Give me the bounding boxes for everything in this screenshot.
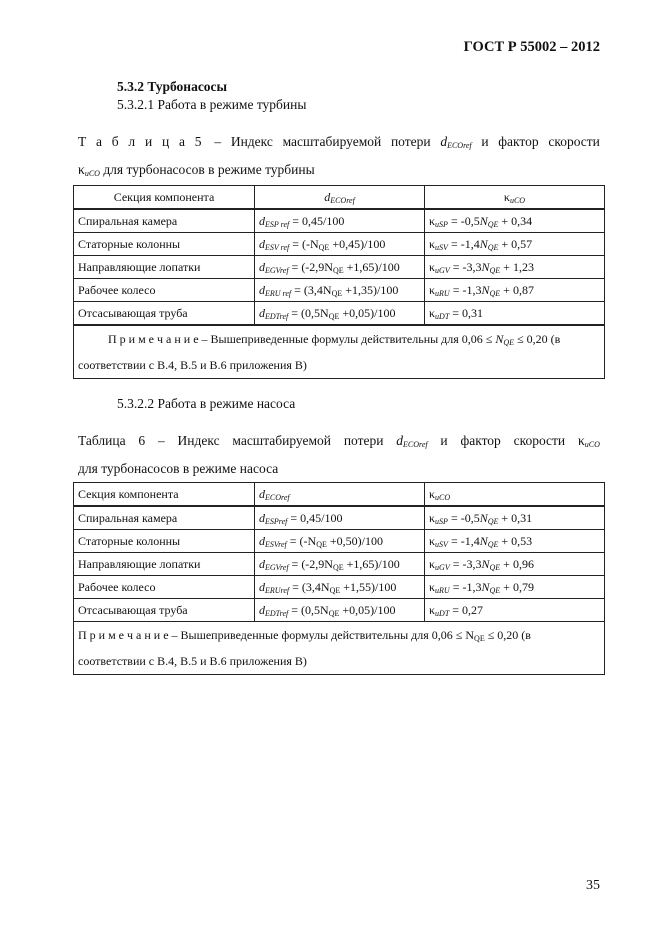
table6-caption-w3: потери xyxy=(343,433,384,448)
table6-caption-factor: фактор xyxy=(460,433,501,448)
table-row: Спиральная камера $d_{ESP ref} = 0,45/100$ $\kappa_{uSP} = -0,5N_{QE} + 0,34$ xyxy=(74,209,605,233)
table6-caption-number: 6 xyxy=(138,433,146,448)
table6-header-kappa: $\kappa_{uCO}$ xyxy=(425,483,605,507)
table5-caption xyxy=(78,130,600,186)
table6-caption xyxy=(78,429,600,481)
table5-caption-w1: Индекс xyxy=(230,134,273,149)
table-row: Отсасывающая труба $d_{EDTref} = (0,5NQE +0,05)/100$ $\kappa_{uDT} = 0,31$ xyxy=(74,302,605,326)
table6-caption-line2: для турбонасосов в режиме насоса xyxy=(78,461,279,476)
table-row: Рабочее колесо $d_{ERUref} = (3,4NQE +1,55)/100$ $\kappa_{uRU} = -1,3N_{QE} + 0,79$ xyxy=(74,576,605,599)
subsection-turbine-mode: 5.3.2.1 Работа в режиме турбины xyxy=(117,97,307,112)
table6-header-row xyxy=(74,483,605,507)
table5-caption-and: и xyxy=(481,134,489,149)
table6-caption-symbol-kappa: $\kappa_{uCO}$ xyxy=(577,433,600,449)
table6-caption-w2: масштабируемой xyxy=(232,433,332,448)
table6-caption-and: и xyxy=(440,433,448,448)
table5-caption-w2: масштабируемой xyxy=(282,134,382,149)
table-row: Спиральная камера $d_{ESPref} = 0,45/100$ $\kappa_{uSP} = -0,5N_{QE} + 0,31$ xyxy=(74,506,605,530)
document-code-header: ГОСТ Р 55002 – 2012 xyxy=(463,39,600,55)
table-row: Статорные колонны $d_{ESV ref} = (-NQE +0,45)/100$ $\kappa_{uSV} = -1,4N_{QE} + 0,57$ xyxy=(74,233,605,256)
table5-header-row xyxy=(74,186,605,210)
table5-caption-factor: фактор xyxy=(498,134,539,149)
table-row: Направляющие лопатки $d_{EGVref} = (-2,9NQE +1,65)/100$ $\kappa_{uGV} = -3,3N_{QE} + 0,96$ xyxy=(74,553,605,576)
table5-caption-w3: потери xyxy=(390,134,431,149)
table6-caption-w1: Индекс xyxy=(177,433,220,448)
table5-caption-speed: скорости xyxy=(548,134,600,149)
subsection-pump-mode: 5.3.2.2 Работа в режиме насоса xyxy=(117,396,296,411)
table6-header-component: Секция компонента xyxy=(74,483,255,507)
table5-note: П р и м е ч а н и е – Вышеприведенные формулы действительны для $0,06 \le N_{QE} \le 0,20$ (в соответствии с В.4, В.5 и В.6 приложения В) xyxy=(74,325,605,379)
table5-caption-dash: – xyxy=(214,134,222,149)
table6-caption-speed: скорости xyxy=(513,433,566,448)
table6-caption-symbol-d: $d_{ECOref}$ xyxy=(396,433,428,449)
table-row: Рабочее колесо $d_{ERU ref} = (3,4NQE +1,35)/100$ $\kappa_{uRU} = -1,3N_{QE} + 0,87$ xyxy=(74,279,605,302)
table5-header-kappa: $\kappa_{uCO}$ xyxy=(425,186,605,210)
table5-header-d: $d_{ECOref}$ xyxy=(255,186,425,210)
table6 xyxy=(73,482,605,675)
table-row: Отсасывающая труба $d_{EDTref} = (0,5NQE +0,05)/100$ $\kappa_{uDT} = 0,27$ xyxy=(74,599,605,622)
table6-note: П р и м е ч а н и е – Вышеприведенные формулы действительны для 0,06 ≤ NQE ≤ 0,20 (в соответствии с В.4, В.5 и В.6 приложения В) xyxy=(74,622,605,675)
table6-caption-word: Таблица xyxy=(78,433,126,448)
section-heading: 5.3.2 Турбонасосы xyxy=(117,79,228,94)
table5 xyxy=(73,185,605,379)
table6-caption-dash: – xyxy=(157,433,165,448)
table-row: Статорные колонны $d_{ESVref} = (-NQE +0,50)/100$ $\kappa_{uSV} = -1,4N_{QE} + 0,53$ xyxy=(74,530,605,553)
table6-header-d: $d_{ECOref}$ xyxy=(255,483,425,507)
table-row: Направляющие лопатки $d_{EGVref} = (-2,9NQE +1,65)/100$ $\kappa_{uGV} = -3,3N_{QE} + 1,23$ xyxy=(74,256,605,279)
table5-caption-symbol-d: $d_{ECOref}$ xyxy=(440,134,472,150)
table5-note-row xyxy=(74,325,605,379)
table5-header-component: Секция компонента xyxy=(74,186,255,210)
table5-caption-word: Т а б л и ц а 5 xyxy=(78,134,205,149)
page-number: 35 xyxy=(586,878,600,893)
table5-caption-line2: $\kappa_{uCO}$ для турбонасосов в режиме турбины xyxy=(78,162,315,178)
table6-note-row xyxy=(74,622,605,675)
